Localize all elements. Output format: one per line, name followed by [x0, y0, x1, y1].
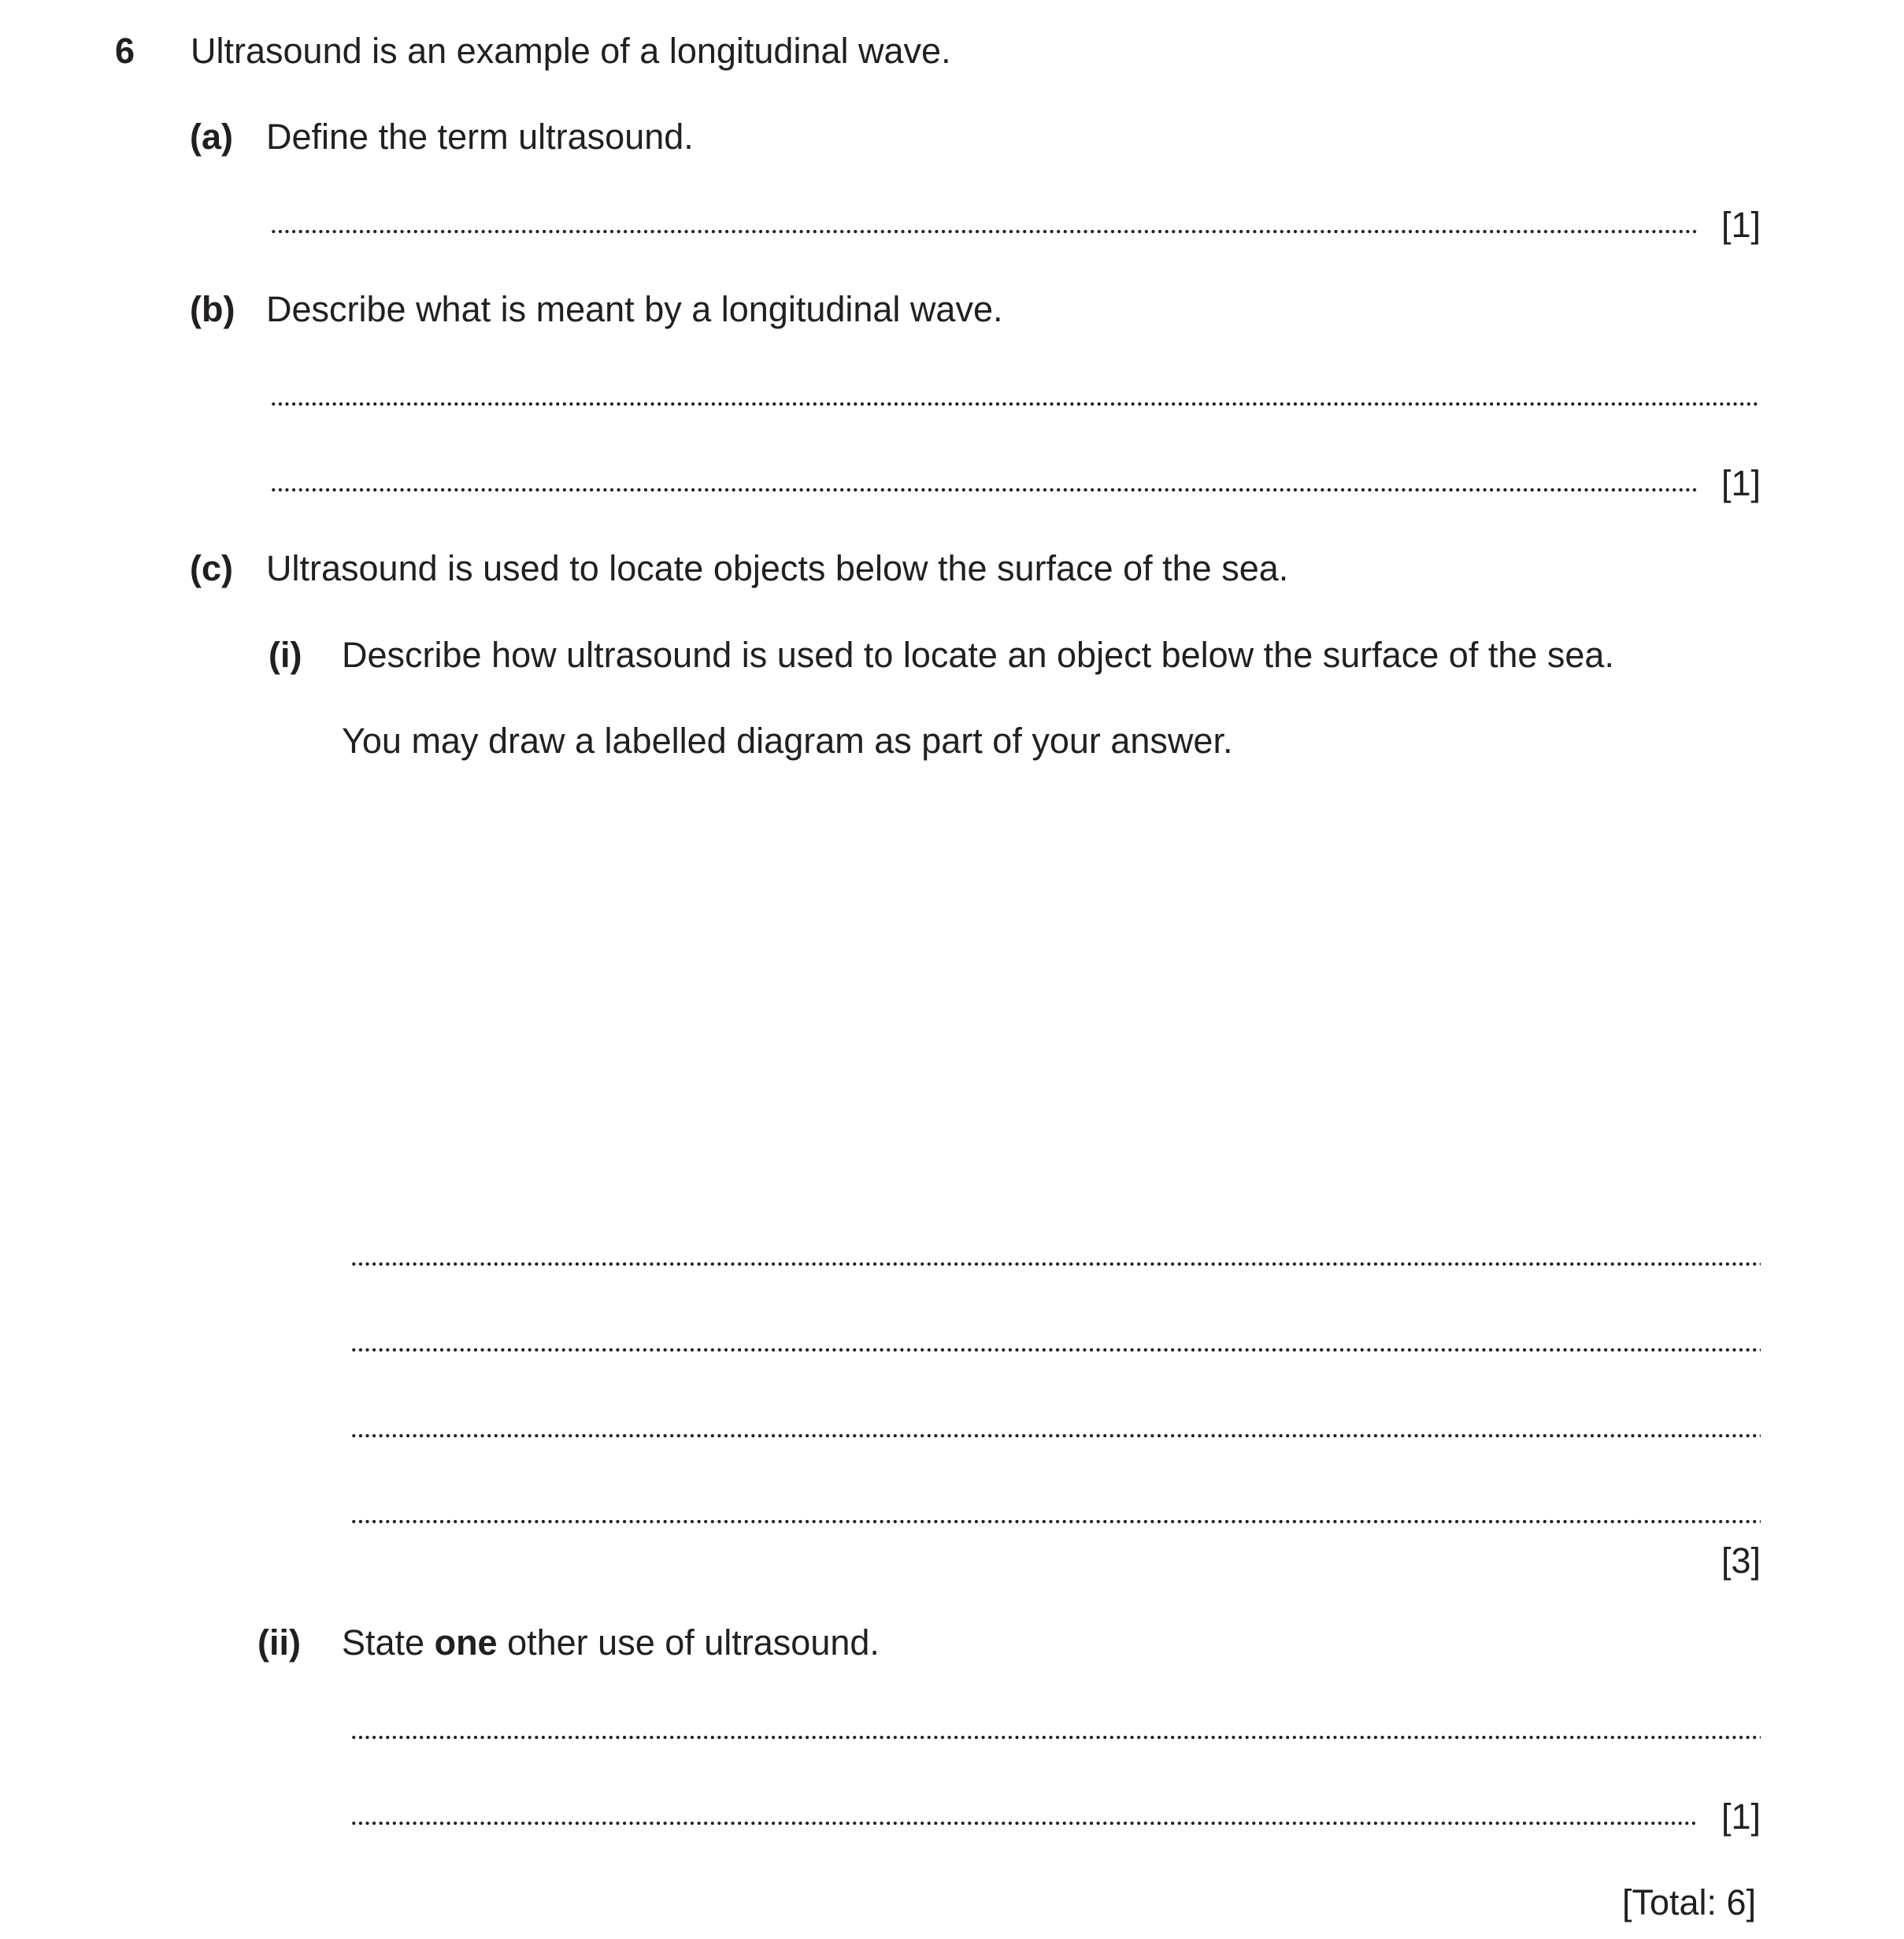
answer-line-c-ii-2[interactable] — [350, 1821, 1697, 1826]
answer-line-c-i-1[interactable] — [350, 1262, 1761, 1266]
part-c-ii-label: (ii) — [257, 1622, 301, 1663]
diagram-space[interactable] — [342, 780, 1759, 1213]
part-b-label: (b) — [190, 289, 235, 329]
question-number: 6 — [115, 31, 135, 71]
part-c-i-note: You may draw a labelled diagram as part of your answer. — [342, 721, 1233, 761]
part-a-label: (a) — [190, 117, 233, 157]
question-stem: Ultrasound is an example of a longitudinal wave. — [191, 31, 951, 71]
answer-line-c-ii-1[interactable] — [350, 1735, 1761, 1740]
part-c-i-label: (i) — [269, 635, 302, 675]
answer-line-b-2[interactable] — [270, 488, 1697, 492]
part-c-ii-prompt — [342, 1622, 880, 1663]
part-a-prompt: Define the term ultrasound. — [266, 117, 694, 157]
answer-line-c-i-3[interactable] — [350, 1433, 1761, 1438]
part-c-label: (c) — [190, 548, 233, 588]
part-a-marks: [1] — [1721, 205, 1761, 245]
answer-line-c-i-2[interactable] — [350, 1348, 1761, 1352]
part-b-marks: [1] — [1721, 463, 1761, 503]
total-marks: [Total: 6] — [1622, 1882, 1757, 1922]
answer-line-b-1[interactable] — [270, 402, 1761, 406]
part-c-ii-prompt-after: other use of ultrasound. — [497, 1622, 880, 1663]
part-c-ii-marks: [1] — [1721, 1796, 1761, 1837]
part-b-prompt: Describe what is meant by a longitudinal wave. — [266, 289, 1003, 329]
part-c-i-prompt: Describe how ultrasound is used to locate an object below the surface of the sea. — [342, 635, 1614, 675]
part-c-ii-prompt-emphasis: one — [434, 1622, 498, 1663]
part-c-i-marks: [3] — [1721, 1540, 1761, 1581]
part-c-prompt: Ultrasound is used to locate objects below the surface of the sea. — [266, 548, 1289, 588]
answer-line-a[interactable] — [270, 229, 1697, 234]
answer-line-c-i-4[interactable] — [350, 1519, 1761, 1524]
part-c-ii-prompt-before: State — [342, 1622, 435, 1663]
